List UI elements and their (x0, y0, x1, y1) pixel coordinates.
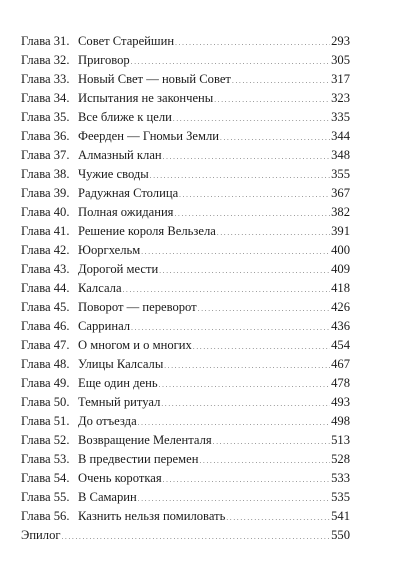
toc-leader-dots (138, 488, 330, 509)
toc-chapter-title: Возвращение Меленталя (78, 433, 212, 447)
toc-chapter-title: Алмазный клан (78, 148, 162, 162)
toc-page-number: 535 (331, 490, 350, 504)
toc-leader-dots (232, 70, 330, 91)
toc-chapter-number: Глава 52. (21, 433, 70, 447)
toc-page-number: 528 (331, 452, 350, 466)
toc-page-number: 305 (331, 53, 350, 67)
toc-leader-dots (213, 431, 330, 452)
toc-leader-dots (217, 222, 330, 243)
toc-entry (21, 279, 350, 298)
toc-line (78, 203, 350, 224)
toc-chapter-title: В предвестии перемен (78, 452, 199, 466)
toc-page-number: 513 (331, 433, 350, 447)
toc-entry (21, 355, 350, 374)
toc-leader-dots (62, 526, 331, 547)
toc-page-number: 454 (331, 338, 350, 352)
toc-chapter-title: Радужная Столица (78, 186, 179, 200)
toc-leader-dots (159, 260, 330, 281)
toc-entry (21, 127, 350, 146)
toc-chapter-number: Глава 38. (21, 167, 70, 181)
toc-epilog-title: Эпилог (21, 528, 61, 542)
toc-entry (21, 317, 350, 336)
toc-entry (21, 507, 350, 526)
toc-chapter-number: Глава 34. (21, 91, 70, 105)
toc-line (78, 32, 350, 53)
toc-page-number: 293 (331, 34, 350, 48)
toc-chapter-number: Глава 41. (21, 224, 70, 238)
toc-line (78, 298, 350, 319)
toc-chapter-number: Глава 31. (21, 34, 70, 48)
toc-leader-dots (220, 127, 330, 148)
toc-chapter-title: Темный ритуал (78, 395, 161, 409)
toc-chapter-title: Поворот — переворот (78, 300, 197, 314)
toc-line (78, 393, 350, 414)
toc-chapter-number: Глава 40. (21, 205, 70, 219)
toc-leader-dots (175, 32, 330, 53)
toc-epilog-line (21, 526, 350, 547)
toc-leader-dots (123, 279, 331, 300)
toc-page-number: 409 (331, 262, 350, 276)
toc-chapter-number: Глава 47. (21, 338, 70, 352)
toc-page-number: 344 (331, 129, 350, 143)
toc-entry (21, 203, 350, 222)
toc-page-number: 335 (331, 110, 350, 124)
toc-leader-dots (159, 374, 331, 395)
toc-line (78, 336, 350, 357)
toc-entry (21, 222, 350, 241)
toc-line (78, 431, 350, 452)
toc-leader-dots (198, 298, 330, 319)
toc-leader-dots (138, 412, 330, 433)
toc-chapter-number: Глава 39. (21, 186, 70, 200)
toc-entry (21, 374, 350, 393)
toc-entry (21, 260, 350, 279)
toc-leader-dots (164, 355, 330, 376)
toc-chapter-number: Глава 44. (21, 281, 70, 295)
toc-leader-dots (193, 336, 330, 357)
toc-page-number: 367 (331, 186, 350, 200)
toc-chapter-number: Глава 36. (21, 129, 70, 143)
toc-chapter-title: О многом и о многих (78, 338, 192, 352)
toc-leader-dots (214, 89, 330, 110)
toc-chapter-title: Новый Свет — новый Совет (78, 72, 231, 86)
toc-line (78, 108, 350, 129)
toc-chapter-number: Глава 55. (21, 490, 70, 504)
toc-chapter-number: Глава 56. (21, 509, 70, 523)
toc-chapter-title: Приговор (78, 53, 130, 67)
toc-leader-dots (173, 108, 330, 129)
toc-chapter-title: Казнить нельзя помиловать (78, 509, 226, 523)
toc-leader-dots (199, 450, 330, 471)
toc-page-number: 418 (331, 281, 350, 295)
toc-chapter-number: Глава 54. (21, 471, 70, 485)
toc-chapter-title: Испытания не закончены (78, 91, 214, 105)
toc-entry (21, 32, 350, 51)
toc-page-number: 317 (331, 72, 350, 86)
toc-entry (21, 51, 350, 70)
toc-page-number: 323 (331, 91, 350, 105)
toc-entry (21, 165, 350, 184)
toc-epilog-page: 550 (331, 528, 350, 542)
toc-leader-dots (131, 317, 330, 338)
toc-chapter-title: Юоргхельм (78, 243, 141, 257)
toc-chapter-number: Глава 32. (21, 53, 70, 67)
toc-leader-dots (141, 241, 330, 262)
toc-line (78, 146, 350, 167)
toc-entry (21, 450, 350, 469)
toc-chapter-title: Дорогой мести (78, 262, 159, 276)
toc-entry (21, 298, 350, 317)
toc-chapter-title: Калсала (78, 281, 122, 295)
toc-page-number: 400 (331, 243, 350, 257)
toc-entries (21, 32, 350, 526)
toc-entry (21, 70, 350, 89)
toc-entry (21, 412, 350, 431)
toc-chapter-number: Глава 50. (21, 395, 70, 409)
toc-page-number: 382 (331, 205, 350, 219)
toc-line (78, 222, 350, 243)
toc-page-number: 498 (331, 414, 350, 428)
toc-chapter-number: Глава 45. (21, 300, 70, 314)
table-of-contents (21, 32, 350, 545)
toc-line (78, 317, 350, 338)
toc-leader-dots (163, 469, 330, 490)
toc-chapter-title: Чужие своды (78, 167, 149, 181)
toc-chapter-number: Глава 51. (21, 414, 70, 428)
toc-page-number: 436 (331, 319, 350, 333)
toc-entry (21, 469, 350, 488)
toc-line (78, 450, 350, 471)
toc-line (78, 279, 350, 300)
toc-chapter-number: Глава 43. (21, 262, 70, 276)
toc-chapter-title: Все ближе к цели (78, 110, 172, 124)
toc-line (78, 127, 350, 148)
toc-page-number: 348 (331, 148, 350, 162)
toc-entry (21, 184, 350, 203)
toc-chapter-number: Глава 48. (21, 357, 70, 371)
toc-entry (21, 488, 350, 507)
toc-line (78, 241, 350, 262)
toc-page-number: 478 (331, 376, 350, 390)
toc-page-number: 391 (331, 224, 350, 238)
toc-chapter-number: Глава 37. (21, 148, 70, 162)
toc-entry (21, 336, 350, 355)
toc-page-number: 467 (331, 357, 350, 371)
toc-leader-dots (179, 184, 330, 205)
toc-chapter-number: Глава 49. (21, 376, 70, 390)
toc-line (78, 507, 350, 528)
toc-entry (21, 89, 350, 108)
toc-line (78, 355, 350, 376)
toc-page-number: 541 (331, 509, 350, 523)
toc-entry (21, 108, 350, 127)
toc-page-number: 533 (331, 471, 350, 485)
toc-chapter-number: Глава 33. (21, 72, 70, 86)
toc-leader-dots (131, 51, 330, 72)
toc-line (78, 374, 350, 395)
toc-line (78, 70, 350, 91)
toc-leader-dots (174, 203, 330, 224)
toc-page-number: 355 (331, 167, 350, 181)
toc-leader-dots (226, 507, 330, 528)
toc-chapter-title: Еще один день (78, 376, 158, 390)
toc-chapter-title: Очень короткая (78, 471, 162, 485)
toc-chapter-number: Глава 53. (21, 452, 70, 466)
toc-line (78, 51, 350, 72)
toc-entry (21, 146, 350, 165)
toc-chapter-number: Глава 42. (21, 243, 70, 257)
toc-line (78, 165, 350, 186)
toc-chapter-title: Сарринал (78, 319, 131, 333)
toc-line (78, 488, 350, 509)
toc-line (78, 412, 350, 433)
toc-chapter-number: Глава 35. (21, 110, 70, 124)
toc-entry (21, 241, 350, 260)
toc-leader-dots (163, 146, 330, 167)
toc-chapter-title: В Самарин (78, 490, 137, 504)
toc-chapter-title: Улицы Калсалы (78, 357, 164, 371)
toc-leader-dots (161, 393, 330, 414)
toc-leader-dots (150, 165, 330, 186)
toc-line (78, 469, 350, 490)
toc-entry-epilog (21, 526, 350, 545)
toc-line (78, 89, 350, 110)
toc-chapter-title: До отъезда (78, 414, 137, 428)
toc-chapter-number: Глава 46. (21, 319, 70, 333)
toc-chapter-title: Фeерден — Гномьи Земли (78, 129, 219, 143)
toc-entry (21, 431, 350, 450)
toc-line (78, 260, 350, 281)
toc-chapter-title: Решение короля Вельзела (78, 224, 216, 238)
toc-chapter-title: Полная ожидания (78, 205, 174, 219)
toc-page-number: 493 (331, 395, 350, 409)
toc-chapter-title: Совет Старейшин (78, 34, 175, 48)
toc-entry (21, 393, 350, 412)
toc-line (78, 184, 350, 205)
toc-page-number: 426 (331, 300, 350, 314)
